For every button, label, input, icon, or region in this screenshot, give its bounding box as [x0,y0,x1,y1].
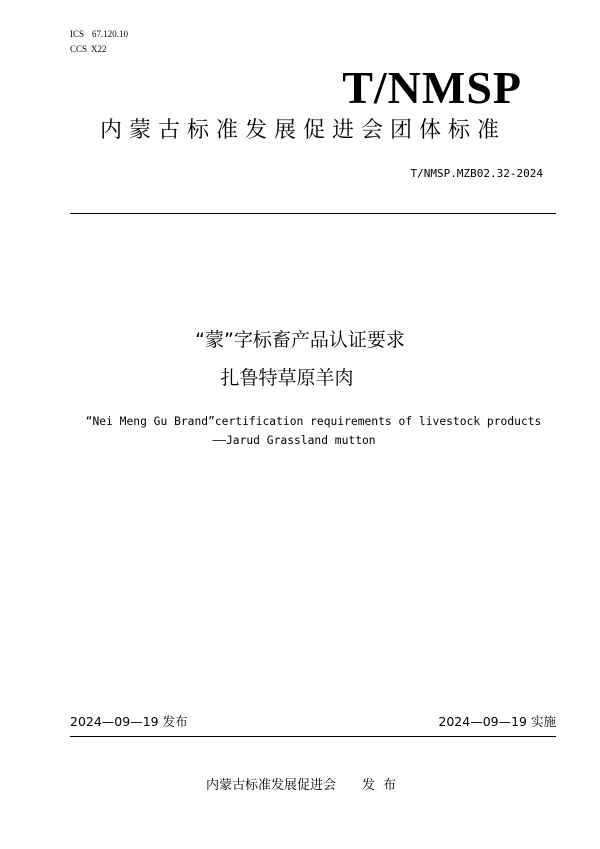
ccs-label: CCS [70,44,88,54]
header-divider [70,213,556,214]
implementation-date: 2024—09—19 实施 [438,714,556,729]
ics-label: ICS [70,29,85,39]
ics-line [70,29,128,40]
publish-action: 发布 [362,778,405,793]
standard-category-title: 内蒙古标准发展促进会团体标准 [99,118,506,143]
issue-date: 2024—09—19 发布 [70,714,188,729]
publisher-name: 内蒙古标准发展促进会 [205,778,336,793]
org-code-logo: T/NMSP [342,62,522,113]
zh-title-line1: “蒙”字标畜产品认证要求 [195,329,405,351]
en-title-line2: ——Jarud Grassland mutton [212,434,376,447]
ccs-code: X22 [91,44,107,54]
ics-code: 67.120.10 [92,29,129,39]
ccs-line [70,44,107,55]
en-title-line1: “Nei Meng Gu Brand”certification requirements of livestock products [85,415,542,428]
publisher-line [0,777,600,795]
zh-title-line2: 扎鲁特草原羊肉 [220,367,354,389]
standard-number: T/NMSP.MZB02.32-2024 [410,167,543,180]
footer-divider [70,736,556,737]
